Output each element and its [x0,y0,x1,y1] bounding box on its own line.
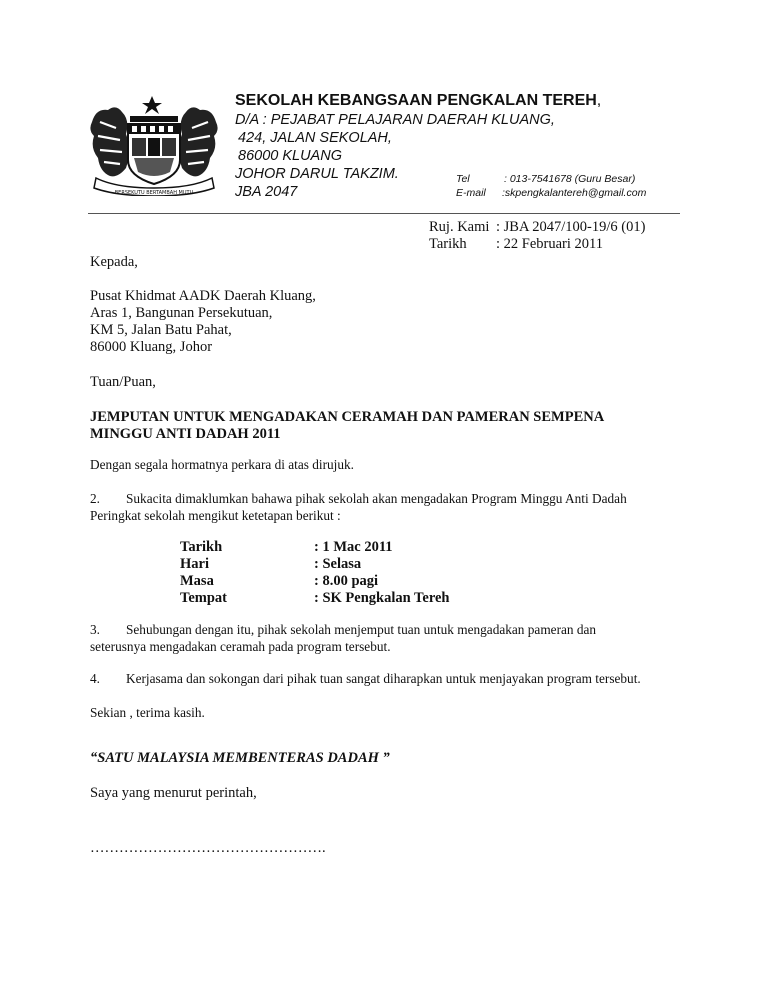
right-tiger-shape [179,107,218,176]
contact-tel-label: Tel [456,173,470,185]
recipient-line-3: KM 5, Jalan Batu Pahat, [90,322,232,338]
signoff: Saya yang menurut perintah, [90,785,257,801]
paragraph-4-number: 4. [90,671,100,686]
paragraph-3-line-2: seterusnya mengadakan ceramah pada program tersebut. [90,639,391,654]
recipient-line-4: 86000 Kluang, Johor [90,339,213,355]
recipient-line-1: Pusat Khidmat AADK Daerah Kluang, [90,288,316,304]
paragraph-3-number: 3. [90,622,100,637]
detail-label: Tarikh [180,539,223,555]
subject-line-2: MINGGU ANTI DADAH 2011 [90,426,281,442]
detail-value: : Selasa [314,556,362,572]
date-label: Tarikh [429,236,467,252]
ref-value: : JBA 2047/100-19/6 (01) [496,219,646,235]
detail-label: Hari [180,556,209,572]
recipient-line-2: Aras 1, Bangunan Persekutuan, [90,305,273,321]
detail-value: : 8.00 pagi [314,573,379,589]
star-shape [142,96,162,114]
address-line-5: JBA 2047 [235,184,298,200]
paragraph-2-number: 2. [90,491,100,506]
subject-line-1: JEMPUTAN UNTUK MENGADAKAN CERAMAH DAN PAMERAN SEMPENA [90,409,605,425]
greeting: Tuan/Puan, [90,374,156,390]
coat-of-arms-logo [86,92,222,196]
paragraph-2-line-1: Sukacita dimaklumkan bahawa pihak sekolah akan mengadakan Program Minggu Anti Dadah [126,491,627,506]
slogan: “SATU MALAYSIA MEMBENTERAS DADAH ” [90,750,390,766]
paragraph-4-line-1: Kerjasama dan sokongan dari pihak tuan sangat diharapkan untuk menjayakan program tersebut. [126,671,641,686]
detail-value: : SK Pengkalan Tereh [314,590,450,606]
kepada-label: Kepada, [90,254,138,270]
closing: Sekian , terima kasih. [90,705,205,720]
detail-label: Masa [180,573,214,589]
contact-email-label: E-mail [456,187,486,199]
address-line-2: 424, JALAN SEKOLAH, [238,130,392,146]
ref-label: Ruj. Kami [429,219,490,235]
left-tiger-shape [90,107,129,176]
school-name-comma: , [596,92,602,109]
address-line-1: D/A : PEJABAT PELAJARAN DAERAH KLUANG, [235,112,555,128]
contact-tel-value: : 013-7541678 (Guru Besar) [504,173,636,185]
paragraph-2-line-2: Peringkat sekolah mengikut ketetapan berikut : [90,508,341,523]
detail-label: Tempat [180,590,227,606]
school-name [235,92,601,110]
paragraph-3-line-1: Sehubungan dengan itu, pihak sekolah menjemput tuan untuk mengadakan pameran dan [126,622,597,637]
address-line-4: JOHOR DARUL TAKZIM. [235,166,399,182]
contact-email-value: :skpengkalantereh@gmail.com [502,187,647,199]
detail-value: : 1 Mac 2011 [314,539,393,555]
letterhead-divider [88,213,680,214]
school-name-text: SEKOLAH KEBANGSAAN PENGKALAN TEREH [235,92,597,109]
paragraph-1: Dengan segala hormatnya perkara di atas dirujuk. [90,457,354,472]
address-line-3: 86000 KLUANG [238,148,342,164]
date-value: : 22 Februari 2011 [496,236,603,252]
motto-text: BERSEKUTU BERTAMBAH MUTU [114,190,194,196]
signature-line: …………………………………………. [90,840,326,856]
